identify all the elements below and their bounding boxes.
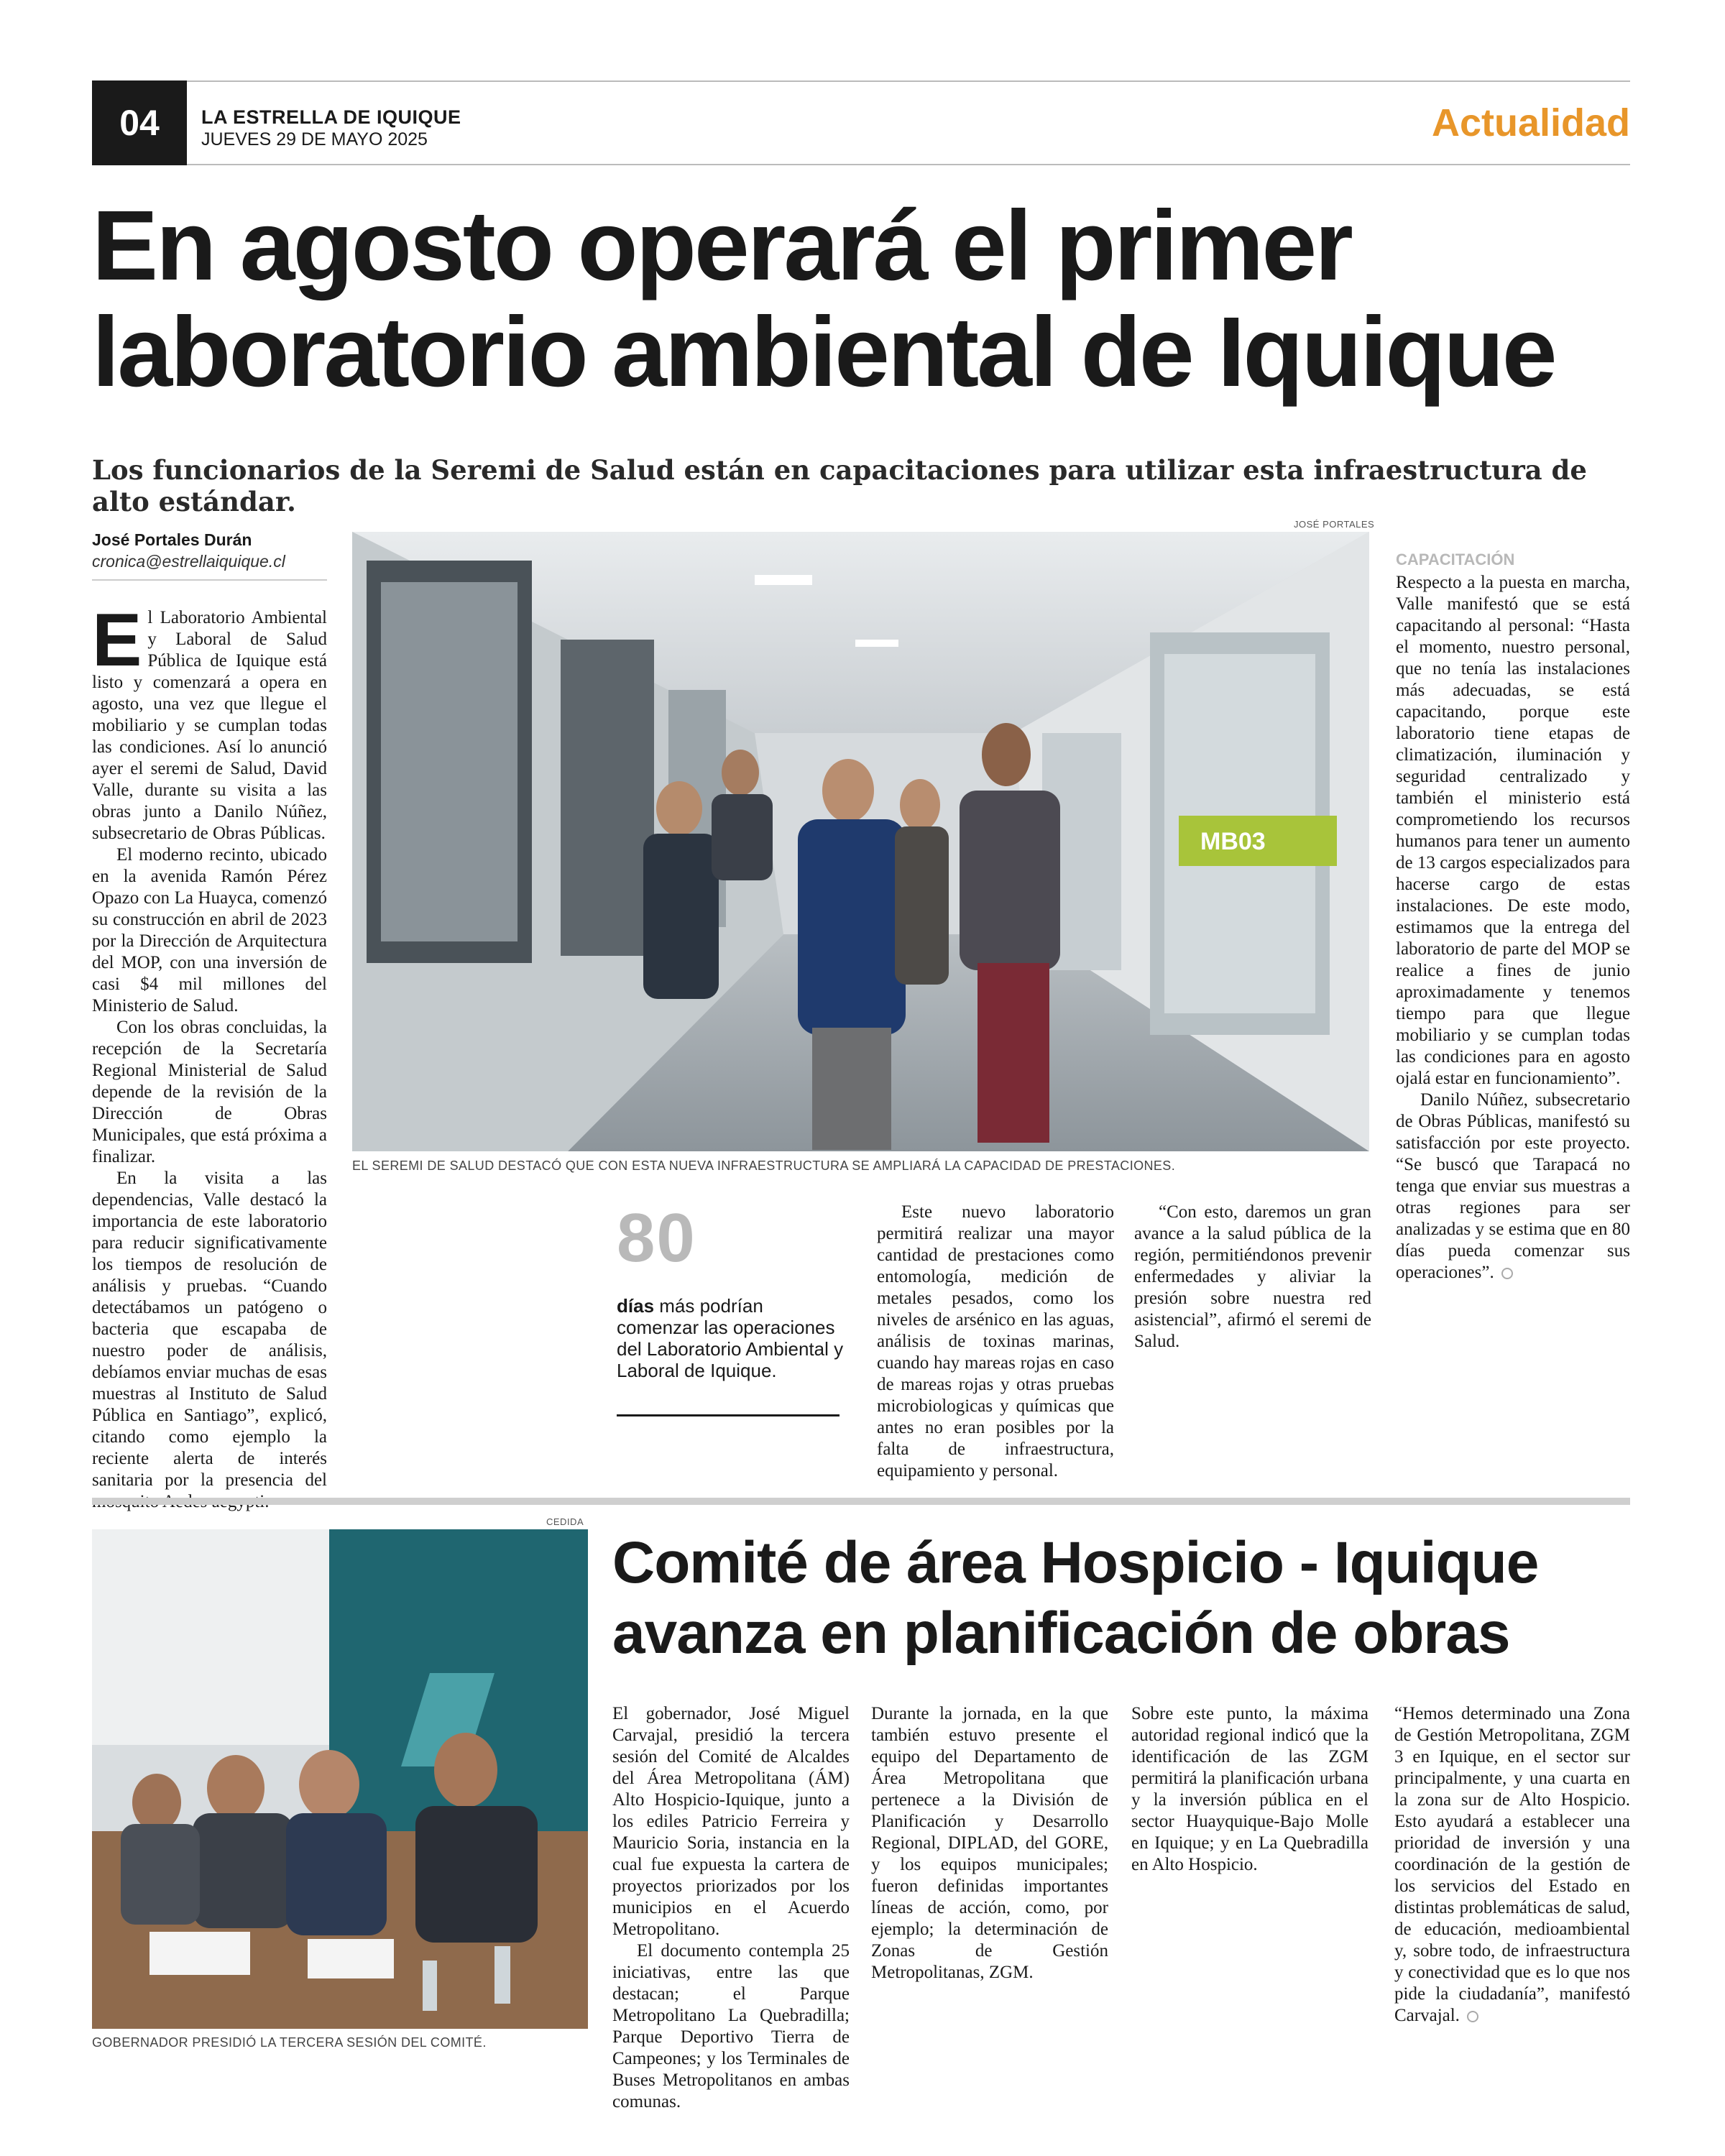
- main-photo-credit: JOSÉ PORTALES: [1294, 519, 1375, 530]
- newspaper-name: LA ESTRELLA DE IQUIQUE: [201, 106, 461, 128]
- main-photo-caption: EL SEREMI DE SALUD DESTACÓ QUE CON ESTA NUEVA INFRAESTRUCTURA SE AMPLIARÁ LA CAPACIDAD DE PRESTACIONES.: [352, 1158, 1176, 1173]
- stat-bold: días: [617, 1295, 655, 1317]
- paragraph: Con los obras concluidas, la recepción de la Secretaría Regional Ministerial de Salud depende de la revisión de la Dirección de Obras Municipales, que está próxima a finalizar.: [92, 1018, 327, 1166]
- main-deck: Los funcionarios de la Seremi de Salud están en capacitaciones para utilizar esta infraestructura de alto estándar.: [92, 454, 1587, 517]
- paragraph: Durante la jornada, en la que también estuvo presente el equipo del Departamento de Área Metropolitana que pertenece a la División de Planificación y Desarrollo Regional, DIPLAD, del GORE, y los equipos municipales; fueron definidas importantes líneas de acción, como, por ejemplo; la determinación de Zonas de Gestión Metropolitanas, ZGM.: [871, 1704, 1108, 1982]
- header-rule: [187, 164, 1630, 165]
- second-column-1: [612, 1703, 850, 2111]
- paragraph: El documento contempla 25 iniciativas, entre las que destacan; el Parque Metropolitano La Quebradilla; Parque Deportivo Tierra de Campeones; y los Terminales de Buses Metropolitanos en ambas comunas.: [612, 1941, 850, 2111]
- stat-rule: [617, 1414, 840, 1416]
- second-column-3: [1131, 1703, 1368, 2070]
- stat-text: más podrían comenzar las operaciones del Laboratorio Ambiental y Laboral de Iquique.: [617, 1295, 844, 1381]
- corridor-photo-illustration: [352, 532, 1369, 1151]
- main-photo: [352, 532, 1369, 1151]
- main-column-6: [1396, 539, 1630, 1473]
- main-headline-line-2: laboratorio ambiental de Iquique: [92, 297, 1555, 407]
- main-column-1: [92, 599, 327, 1527]
- bottom-photo-credit: CEDIDA: [546, 1516, 584, 1527]
- paragraph: Respecto a la puesta en marcha, Valle manifestó que se está capacitando al personal: “Hasta el momento, nuestro personal, que no tenía las instalaciones más adecuadas, se está capacitando, porque este laboratorio tiene etapas de climatización, iluminación y seguridad centralizado y también el ministerio está comprometiendo los recursos humanos para tener un aumento de 13 cargos especializados para hacerse cargo de estas instalaciones. De este modo, estimamos que la entrega del laboratorio de parte del MOP se realice a fines de junio aproximadamente y tenemos tiempo para que llegue mobiliario y se cumplan todas las condiciones para en agosto ojalá estar en funcionamiento”.: [1396, 573, 1630, 1088]
- main-headline-line-1: En agosto operará el primer: [92, 190, 1351, 301]
- paragraph-text: “Hemos determinado una Zona de Gestión Metropolitana, ZGM 3 en Iquique, en el sector sur principalmente, y una cuarta en la zona sur de Alto Hospicio. Esto ayudará a establecer una prioridad de inversión y una coordinación de la gestión de los servicios del Estado en distintas problemáticas de salud, de educación, medioambiental y, sobre todo, de infraestructura y conectividad que es lo que nos pide la ciudadanía”, manifestó Carvajal.: [1394, 1704, 1630, 2025]
- paragraph: “Con esto, daremos un gran avance a la salud pública de la región, permitiéndonos prevenir enfermedades y aliviar la presión sobre nuestra red asistencial”, afirmó el seremi de Salud.: [1134, 1202, 1371, 1351]
- end-of-article-icon: [1467, 2011, 1478, 2022]
- paragraph: [1394, 1703, 1630, 2027]
- page-number: 04: [92, 80, 187, 165]
- author-rule: [92, 579, 327, 581]
- top-rule: [92, 80, 1630, 82]
- author-name: José Portales Durán: [92, 530, 252, 549]
- section-label: Actualidad: [1431, 101, 1630, 144]
- room-sign: MB03: [1200, 828, 1266, 855]
- paragraph: [92, 599, 327, 844]
- paragraph: El gobernador, José Miguel Carvajal, presidió la tercera sesión del Comité de Alcaldes del Área Metropolitana (ÁM) Alto Hospicio-Iquique, junto a los ediles Patricio Ferreira y Mauricio Soria, instancia en la cual fue expuesta la cartera de proyectos priorizados por los municipios en el Acuerdo Metropolitano.: [612, 1704, 850, 1939]
- drop-cap: E: [92, 599, 142, 682]
- subhead-capacitacion: CAPACITACIÓN: [1396, 550, 1515, 568]
- issue-date: JUEVES 29 DE MAYO 2025: [201, 129, 428, 149]
- second-headline-line-2: avanza en planificación de obras: [612, 1600, 1510, 1666]
- paragraph-text: Danilo Núñez, subsecretario de Obras Públicas, manifestó su satisfacción por este proyecto. “Se buscó que Tarapacá no tenga que enviar sus muestras a otras regiones para ser analizadas y se estima que en 80 días pueda comenzar sus operaciones”.: [1396, 1090, 1630, 1282]
- article-separator: [92, 1498, 1630, 1505]
- paragraph: [1396, 1089, 1630, 1284]
- second-headline-line-1: Comité de área Hospicio - Iquique: [612, 1530, 1539, 1595]
- main-headline: [92, 190, 1630, 407]
- paragraph: El moderno recinto, ubicado en la avenida Ramón Pérez Opazo con La Huayca, comenzó su construcción en abril de 2023 por la Dirección de Arquitectura del MOP, con una inversión de casi $4 mil millones del Ministerio de Salud.: [92, 845, 327, 1015]
- author-email: cronica@estrellaiquique.cl: [92, 552, 285, 571]
- end-of-article-icon: [1501, 1268, 1513, 1279]
- bottom-photo: [92, 1529, 588, 2029]
- meeting-photo-illustration: [92, 1529, 588, 2029]
- second-column-2: [871, 1703, 1108, 2070]
- stat-number: 80: [617, 1199, 696, 1276]
- bottom-photo-caption: GOBERNADOR PRESIDIÓ LA TERCERA SESIÓN DEL COMITÉ.: [92, 2035, 487, 2050]
- stat-description: [617, 1295, 845, 1381]
- main-column-5: [1134, 1202, 1371, 1475]
- second-column-4: [1394, 1703, 1630, 2070]
- paragraph: Este nuevo laboratorio permitirá realizar una mayor cantidad de prestaciones como entomología, medición de metales pesados, como los niveles de arsénico en las aguas, análisis de toxinas marinas, cuando hay mareas rojas en caso de mareas rojas y otras pruebas microbiologicas y químicas que antes no eran posibles por la falta de infraestructura, equipamiento y personal.: [877, 1202, 1114, 1480]
- main-column-4: [877, 1202, 1114, 1480]
- second-headline: [612, 1528, 1619, 1669]
- paragraph: En la visita a las dependencias, Valle destacó la importancia de este laboratorio para reducir significativamente los tiempos de resolución de análisis y pruebas. “Cuando detectábamos un patógeno o bacteria que escapaba de nuestro poder de análisis, debíamos enviar muchas de esas muestras al Instituto de Salud Pública en Santiago”, explicó, citando como ejemplo la reciente alerta de interés sanitaria por la presencia del: [92, 1169, 327, 1490]
- paragraph-text: l Laboratorio Ambiental y Laboral de Salud Pública de Iquique está listo y comenzará a opera en agosto, una vez que llegue el mobiliario y se cumplan todas las condiciones. Así lo anunció ayer el seremi de Salud, David Valle, durante su visita a las obras junto a Danilo Núñez, subsecretario de Obras Públicas.: [92, 608, 327, 843]
- paragraph: Sobre este punto, la máxima autoridad regional indicó que la identificación de las ZGM permitirá la planificación urbana y la inversión pública en el sector Huayquique-Bajo Molle en Iquique; y en La Quebradilla en Alto Hospicio.: [1131, 1704, 1368, 1874]
